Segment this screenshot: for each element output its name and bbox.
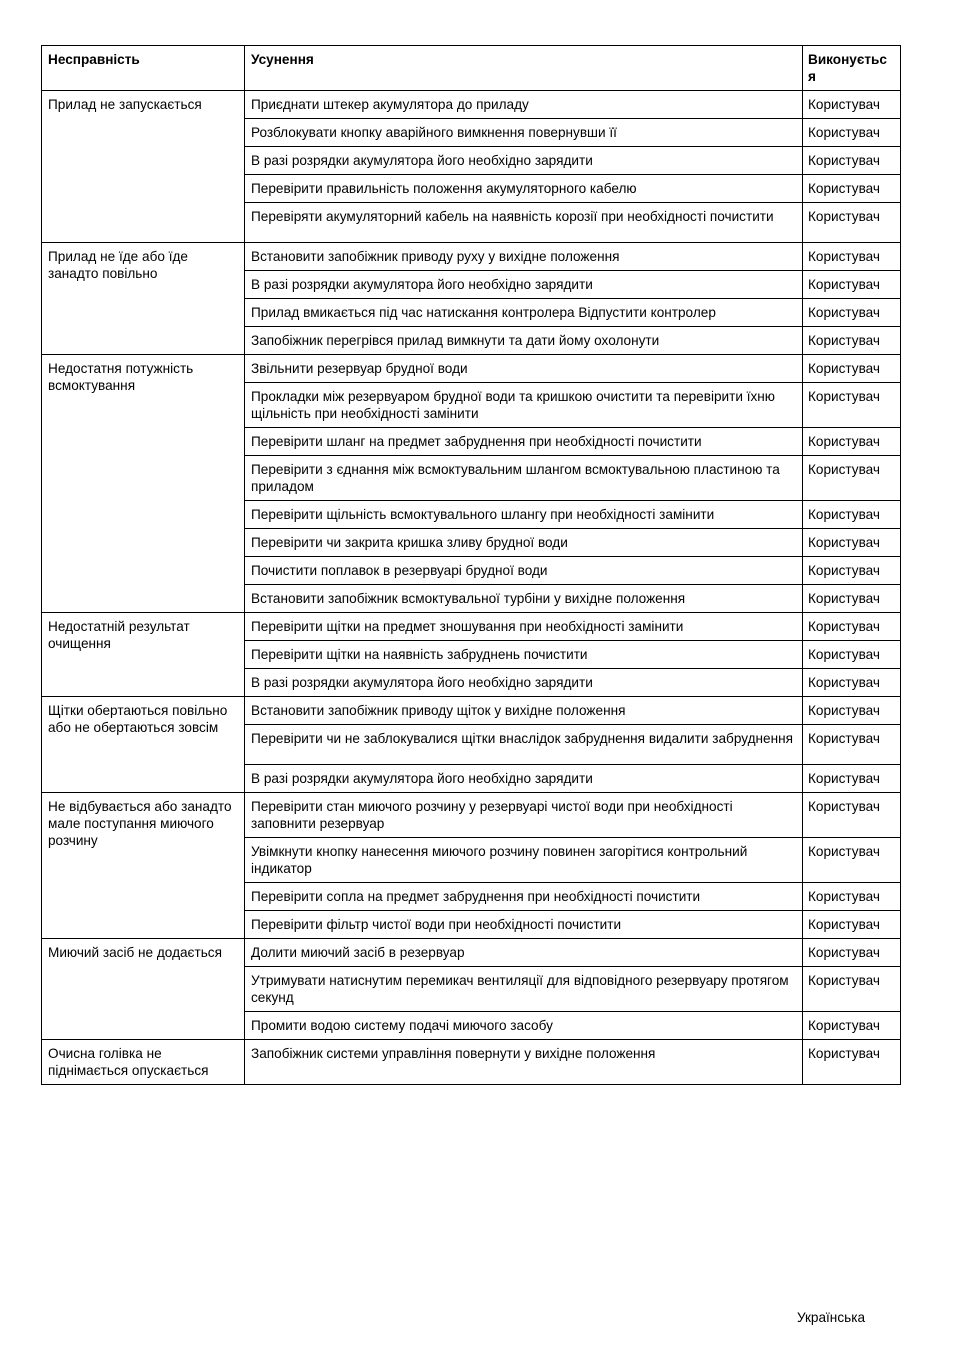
performed-by-text: Користувач [808,844,881,859]
performed-by-text: Користувач [808,277,881,292]
performed-by-text: Користувач [808,703,881,718]
table-row [42,1040,901,1085]
performed-by-text: Користувач [808,535,881,550]
performed-by-cell [803,697,901,725]
fix-text: Перевірити сопла на предмет забруднення при необхідності почистити [251,889,701,904]
performed-by-text: Користувач [808,799,881,814]
fix-cell [245,697,803,725]
fix-text: В разі розрядки акумулятора його необхідно зарядити [251,153,593,168]
performed-by-text: Користувач [808,675,881,690]
performed-by-cell [803,243,901,271]
fix-cell [245,428,803,456]
fix-cell [245,271,803,299]
fix-cell [245,883,803,911]
fix-cell [245,501,803,529]
performed-by-text: Користувач [808,209,881,224]
fix-cell [245,456,803,501]
fix-text: Перевірити стан миючого розчину у резервуарі чистої води при необхідності заповнити резервуар [251,799,733,831]
performed-by-text: Користувач [808,125,881,140]
performed-by-cell [803,428,901,456]
performed-by-cell [803,911,901,939]
performed-by-cell [803,501,901,529]
performed-by-cell [803,641,901,669]
fix-cell [245,355,803,383]
fault-cell [42,793,245,939]
table-row [42,939,901,967]
fix-text: Перевірити шланг на предмет забруднення при необхідності почистити [251,434,702,449]
troubleshooting-table [41,45,901,1085]
fault-text: Прилад не запускається [48,97,202,112]
performed-by-cell [803,967,901,1012]
performed-by-text: Користувач [808,361,881,376]
table-header-row [42,46,901,91]
fix-text: В разі розрядки акумулятора його необхідно зарядити [251,675,593,690]
fix-cell [245,765,803,793]
fix-text: Розблокувати кнопку аварійного вимкнення повернувши її [251,125,617,140]
fix-cell [245,557,803,585]
fix-cell [245,243,803,271]
performed-by-cell [803,203,901,243]
performed-by-text: Користувач [808,563,881,578]
table-row [42,243,901,271]
fix-text: Перевірити фільтр чистої води при необхідності почистити [251,917,622,932]
performed-by-text: Користувач [808,389,881,404]
fix-text: Долити миючий засіб в резервуар [251,945,465,960]
performed-by-text: Користувач [808,153,881,168]
fix-text: Перевірити правильність положення акумуляторного кабелю [251,181,637,196]
fix-cell [245,725,803,765]
performed-by-cell [803,585,901,613]
fix-cell [245,669,803,697]
performed-by-text: Користувач [808,462,881,477]
fix-text: Встановити запобіжник приводу щіток у вихідне положення [251,703,626,718]
fix-text: Встановити запобіжник всмоктувальної турбіни у вихідне положення [251,591,686,606]
performed-by-cell [803,725,901,765]
fix-text: Утримувати натиснутим перемикач вентиляції для відповідного резервуару протягом секунд [251,973,789,1005]
fix-text: Встановити запобіжник приводу руху у вихідне положення [251,249,620,264]
performed-by-text: Користувач [808,181,881,196]
table-body [42,91,901,1085]
performed-by-cell [803,355,901,383]
fix-text: Перевірити з єднання між всмоктувальним шлангом всмоктувальною пластиною та приладом [251,462,780,494]
performed-by-text: Користувач [808,333,881,348]
fix-cell [245,967,803,1012]
performed-by-cell [803,299,901,327]
fix-text: Приєднати штекер акумулятора до приладу [251,97,529,112]
performed-by-text: Користувач [808,619,881,634]
performed-by-cell [803,1040,901,1085]
fix-text: Почистити поплавок в резервуарі брудної води [251,563,548,578]
performed-by-text: Користувач [808,1018,881,1033]
fix-cell [245,529,803,557]
fix-text: Запобіжник системи управління повернути у вихідне положення [251,1046,656,1061]
table-row [42,793,901,838]
performed-by-cell [803,883,901,911]
performed-by-text: Користувач [808,771,881,786]
fault-cell [42,939,245,1040]
performed-by-text: Користувач [808,973,881,988]
fault-text: Не відбувається або занадто мале поступання миючого розчину [48,799,232,848]
fix-cell [245,327,803,355]
fault-text: Недостатня потужність всмоктування [48,361,194,393]
performed-by-text: Користувач [808,917,881,932]
fault-text: Миючий засіб не додається [48,945,222,960]
fix-cell [245,1040,803,1085]
fault-text: Щітки обертаються повільно або не обертаються зовсім [48,703,228,735]
fix-text: Звільнити резервуар брудної води [251,361,468,376]
fix-text: Прокладки між резервуаром брудної води та кришкою очистити та перевірити їхню щільність при необхідності замінити [251,389,776,421]
fix-cell [245,299,803,327]
fix-cell [245,585,803,613]
performed-by-cell [803,119,901,147]
performed-by-cell [803,271,901,299]
performed-by-text: Користувач [808,97,881,112]
performed-by-text: Користувач [808,731,881,746]
performed-by-text: Користувач [808,507,881,522]
fix-cell [245,91,803,119]
fault-cell [42,613,245,697]
performed-by-text: Користувач [808,434,881,449]
performed-by-cell [803,327,901,355]
fault-text: Очисна голівка не піднімається опускається [48,1046,209,1078]
fix-cell [245,838,803,883]
performed-by-cell [803,147,901,175]
fix-cell [245,1012,803,1040]
fault-cell [42,91,245,243]
header-performed-by: Виконуєтьс я [803,46,901,91]
fix-text: Увімкнути кнопку нанесення миючого розчину повинен загорітися контрольний індикатор [251,844,748,876]
fix-text: В разі розрядки акумулятора його необхідно зарядити [251,771,593,786]
fix-text: Перевірити щітки на предмет зношування при необхідності замінити [251,619,684,634]
performed-by-text: Користувач [808,889,881,904]
fix-text: В разі розрядки акумулятора його необхідно зарядити [251,277,593,292]
fix-cell [245,147,803,175]
fix-cell [245,119,803,147]
performed-by-text: Користувач [808,305,881,320]
performed-by-cell [803,793,901,838]
performed-by-cell [803,175,901,203]
fix-cell [245,383,803,428]
fault-cell [42,697,245,793]
fix-cell [245,641,803,669]
performed-by-text: Користувач [808,945,881,960]
fault-cell [42,243,245,355]
fix-text: Прилад вмикається під час натискання контролера Відпустити контролер [251,305,716,320]
fix-text: Перевіряти акумуляторний кабель на наявність корозії при необхідності почистити [251,209,774,224]
performed-by-cell [803,939,901,967]
performed-by-cell [803,613,901,641]
fix-cell [245,613,803,641]
performed-by-cell [803,456,901,501]
table-row [42,91,901,119]
fault-cell [42,1040,245,1085]
fix-cell [245,175,803,203]
fix-text: Запобіжник перегрівся прилад вимкнути та дати йому охолонути [251,333,660,348]
table-row [42,613,901,641]
footer-language: Українська [796,1310,865,1325]
performed-by-cell [803,557,901,585]
performed-by-cell [803,838,901,883]
performed-by-text: Користувач [808,591,881,606]
performed-by-cell [803,383,901,428]
performed-by-text: Користувач [808,647,881,662]
header-fix: Усунення [245,46,803,91]
fix-cell [245,911,803,939]
fault-cell [42,355,245,613]
fix-cell [245,203,803,243]
performed-by-text: Користувач [808,249,881,264]
fault-text: Недостатній результат очищення [48,619,190,651]
fix-text: Перевірити щітки на наявність забруднень почистити [251,647,588,662]
fix-text: Промити водою систему подачі миючого засобу [251,1018,553,1033]
performed-by-cell [803,669,901,697]
fix-cell [245,793,803,838]
table-row [42,355,901,383]
fix-text: Перевірити щільність всмоктувального шлангу при необхідності замінити [251,507,715,522]
fault-text: Прилад не їде або їде занадто повільно [48,249,188,281]
fix-text: Перевірити чи не заблокувалися щітки внаслідок забруднення видалити забруднення [251,731,793,746]
table-row [42,697,901,725]
performed-by-cell [803,765,901,793]
fix-cell [245,939,803,967]
performed-by-text: Користувач [808,1046,881,1061]
fix-text: Перевірити чи закрита кришка зливу брудної води [251,535,568,550]
performed-by-cell [803,1012,901,1040]
header-fault: Несправність [42,46,245,91]
performed-by-cell [803,529,901,557]
performed-by-cell [803,91,901,119]
